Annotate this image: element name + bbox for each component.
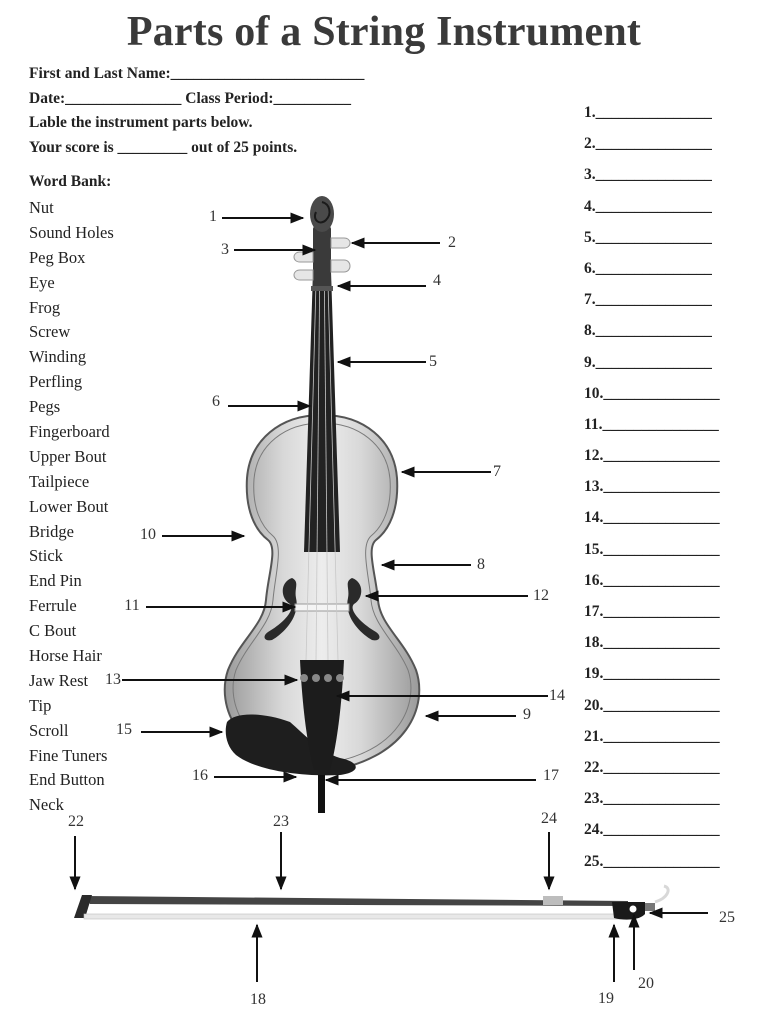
answer-blank[interactable]: 7._______________	[584, 291, 712, 309]
callout-5: 5	[429, 353, 437, 370]
answer-blank[interactable]: 19._______________	[584, 665, 720, 683]
word-bank-item: End Button	[29, 770, 105, 790]
word-bank-item: Tailpiece	[29, 471, 90, 491]
word-bank-item: Ferrule	[29, 596, 77, 616]
answer-blank[interactable]: 12._______________	[584, 447, 720, 465]
scroll	[310, 196, 334, 232]
callout-4: 4	[433, 272, 441, 289]
peg-right-2	[331, 260, 350, 272]
answer-blank[interactable]: 2._______________	[584, 135, 712, 153]
date-line: Date:_______________ Class Period:__________	[29, 89, 352, 107]
answer-blank[interactable]: 22._______________	[584, 758, 720, 776]
callout-13: 13	[105, 671, 121, 688]
word-bank-item: Lower Bout	[29, 496, 109, 516]
bow-winding	[543, 896, 563, 905]
answer-blank[interactable]: 10._______________	[584, 384, 720, 402]
callout-12: 12	[533, 587, 549, 604]
callout-9: 9	[523, 706, 531, 723]
instruction-line: Lable the instrument parts below.	[29, 114, 253, 131]
callout-7: 7	[493, 463, 501, 480]
word-bank-item: Peg Box	[29, 247, 86, 267]
answer-blank[interactable]: 14._______________	[584, 509, 720, 527]
bow-illustration	[74, 886, 668, 920]
answer-blank[interactable]: 21._______________	[584, 727, 720, 745]
nut	[311, 286, 333, 291]
word-bank-item: C Bout	[29, 621, 77, 641]
callout-24: 24	[541, 810, 557, 827]
answer-blank[interactable]: 24._______________	[584, 821, 720, 839]
callout-15: 15	[116, 721, 132, 738]
peg-left-1	[294, 252, 313, 262]
callout-10: 10	[140, 526, 156, 543]
callout-2: 2	[448, 234, 456, 251]
word-bank-item: Fingerboard	[29, 422, 110, 442]
word-bank-item: Neck	[29, 795, 64, 815]
page-title: Parts of a String Instrument	[126, 9, 642, 55]
callout-17: 17	[543, 767, 559, 784]
bow-hair	[84, 914, 620, 919]
word-bank-item: Horse Hair	[29, 646, 102, 666]
word-bank-item: Fine Tuners	[29, 745, 108, 765]
callout-1: 1	[209, 208, 217, 225]
answer-blank[interactable]: 6._______________	[584, 259, 712, 277]
answer-blank[interactable]: 15._______________	[584, 540, 720, 558]
word-bank-item: Perfling	[29, 372, 83, 392]
callout-arrows	[75, 218, 708, 982]
word-bank-item: Sound Holes	[29, 222, 114, 242]
word-bank-item: Bridge	[29, 521, 74, 541]
answer-blank[interactable]: 25._______________	[584, 852, 720, 870]
callout-25: 25	[719, 909, 735, 926]
word-bank-item: End Pin	[29, 571, 82, 591]
bow-screw	[645, 903, 655, 911]
word-bank-item: Frog	[29, 297, 61, 317]
peg-box	[313, 226, 331, 288]
callout-3: 3	[221, 241, 229, 258]
callout-23: 23	[273, 813, 289, 830]
word-bank-item: Upper Bout	[29, 446, 107, 466]
word-bank-item: Jaw Rest	[29, 670, 89, 690]
word-bank-item: Scroll	[29, 720, 69, 740]
callout-6: 6	[212, 393, 220, 410]
word-bank-item: Nut	[29, 198, 54, 217]
callout-18: 18	[250, 991, 266, 1008]
answer-blank[interactable]: 18._______________	[584, 634, 720, 652]
callout-8: 8	[477, 556, 485, 573]
answer-blank[interactable]: 20._______________	[584, 696, 720, 714]
peg-left-2	[294, 270, 313, 280]
answer-blank[interactable]: 1._______________	[584, 104, 712, 121]
answer-blank[interactable]: 4._______________	[584, 197, 712, 215]
bridge	[295, 604, 349, 611]
bow-frog	[612, 902, 645, 920]
answer-blank[interactable]: 5._______________	[584, 228, 712, 246]
violin-illustration	[225, 196, 420, 813]
word-bank-item: Pegs	[29, 397, 61, 417]
answer-blank[interactable]: 8._______________	[584, 322, 712, 340]
score-line: Your score is _________ out of 25 points.	[29, 138, 298, 156]
peg-right-1	[331, 238, 350, 248]
answer-blank[interactable]: 9._______________	[584, 353, 712, 371]
word-bank-item: Eye	[29, 272, 55, 292]
callout-16: 16	[192, 767, 208, 784]
callout-14: 14	[549, 687, 565, 704]
word-bank-item: Tip	[29, 695, 52, 715]
answer-blank[interactable]: 17._______________	[584, 603, 720, 620]
word-bank-item: Stick	[29, 546, 63, 566]
word-bank-item: Screw	[29, 322, 71, 342]
callout-22: 22	[68, 813, 84, 830]
answer-blank[interactable]: 23._______________	[584, 790, 720, 808]
end-pin	[318, 775, 325, 813]
answer-blank[interactable]: 3._______________	[584, 166, 712, 184]
callout-19: 19	[598, 990, 614, 1007]
answer-blank[interactable]: 13._______________	[584, 478, 720, 496]
word-bank-item: Winding	[29, 347, 87, 367]
name-line: First and Last Name:_________________________	[29, 65, 365, 82]
answer-blank[interactable]: 11._______________	[584, 415, 719, 433]
word-bank-title: Word Bank:	[29, 173, 112, 190]
callout-20: 20	[638, 975, 654, 992]
answer-blank[interactable]: 16._______________	[584, 571, 720, 589]
callout-11: 11	[124, 597, 140, 614]
